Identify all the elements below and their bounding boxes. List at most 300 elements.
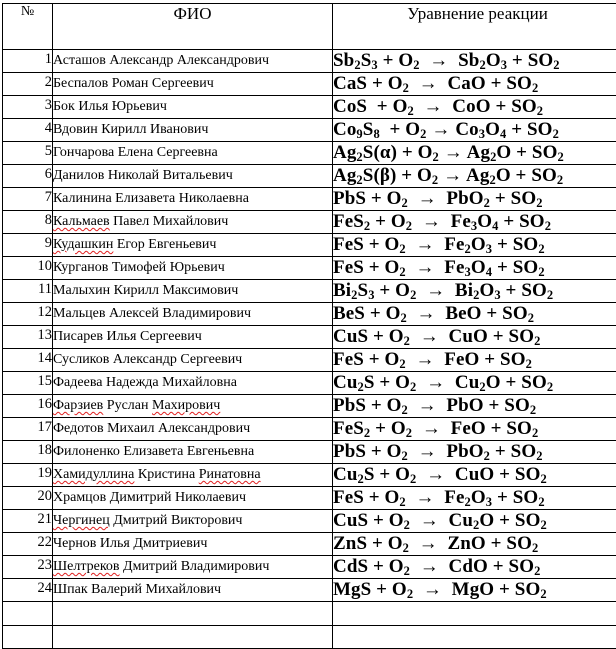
row-number: 17	[3, 418, 53, 441]
name-word: Александрович	[158, 421, 250, 436]
row-number: 4	[3, 119, 53, 142]
table-row	[3, 234, 616, 257]
formula-text: Sb	[333, 50, 354, 71]
student-name	[53, 510, 333, 533]
formula-text: PbS + O	[333, 441, 402, 462]
name-word: Николай	[108, 168, 159, 183]
formula-subscript: 2	[432, 173, 438, 187]
spellcheck-flagged-word: Махирович	[152, 398, 220, 413]
formula-subscript: 2	[407, 587, 413, 601]
formula-subscript: 2	[547, 288, 553, 302]
name-word: Писарев	[53, 329, 103, 344]
name-word: Дмитриевич	[133, 536, 207, 551]
formula-subscript: 2	[479, 380, 485, 394]
formula-subscript: 2	[399, 242, 405, 256]
student-name	[53, 280, 333, 303]
formula-text: + O	[378, 50, 414, 71]
name-word: Бок	[53, 99, 75, 114]
student-name	[53, 372, 333, 395]
spellcheck-flagged-word: Шелтреков	[53, 559, 120, 574]
formula-subscript: 4	[492, 219, 498, 233]
formula-subscript: 2	[532, 426, 538, 440]
name-word: Сергеевич	[140, 329, 202, 344]
formula-text: O + SO	[496, 165, 557, 186]
reaction-equation	[333, 96, 616, 119]
name-word: Владимирович	[162, 306, 251, 321]
formula-text: S	[361, 50, 372, 71]
formula-text: + O	[370, 211, 406, 232]
name-word: Юрьевич	[112, 99, 167, 114]
formula-subscript: 2	[489, 173, 495, 187]
reaction-equation	[333, 395, 616, 418]
spellcheck-flagged-word: Ринатовна	[199, 467, 261, 482]
formula-text: CdS + O	[333, 556, 404, 577]
formula-text: FeS + O	[333, 234, 399, 255]
name-word: Храмцов	[53, 490, 106, 505]
formula-text: + SO	[501, 280, 547, 301]
name-word: Беспалов	[53, 76, 108, 91]
student-name	[53, 211, 333, 234]
formula-subscript: 2	[364, 219, 370, 233]
name-word: Михайлович	[153, 214, 229, 229]
formula-text: → CdO + SO	[410, 556, 534, 577]
name-word: Илья	[78, 99, 108, 114]
name-word: Елизавета	[123, 444, 183, 459]
formula-text: Ag	[333, 165, 356, 186]
formula-text: + SO	[492, 234, 538, 255]
reaction-equation	[333, 441, 616, 464]
formula-text: Cu	[333, 464, 358, 485]
formula-subscript: 4	[500, 127, 506, 141]
formula-text: → Co	[427, 119, 479, 140]
row-number: 13	[3, 326, 53, 349]
reaction-equation	[333, 165, 616, 188]
formula-subscript: 2	[537, 104, 543, 118]
name-word: Гончарова	[53, 145, 114, 160]
table-row	[3, 510, 616, 533]
reaction-equation	[333, 510, 616, 533]
reaction-equation	[333, 257, 616, 280]
name-word: Чернов	[53, 536, 96, 551]
student-name	[53, 165, 333, 188]
student-name	[53, 533, 333, 556]
formula-subscript: 3	[371, 58, 377, 72]
formula-subscript: 2	[354, 58, 360, 72]
formula-subscript: 2	[484, 449, 490, 463]
table-row	[3, 50, 616, 73]
header-name: ФИО	[53, 4, 333, 50]
table-row	[3, 96, 616, 119]
formula-text: ZnS + O	[333, 533, 403, 554]
student-name	[53, 303, 333, 326]
formula-subscript: 2	[532, 81, 538, 95]
student-name	[53, 142, 333, 165]
formula-subscript: 2	[484, 196, 490, 210]
student-name	[53, 556, 333, 579]
formula-text: → CuO + SO	[416, 464, 540, 485]
empty-row	[3, 602, 616, 626]
reaction-equation	[333, 280, 616, 303]
reaction-equation	[333, 188, 616, 211]
formula-text: Bi	[333, 280, 351, 301]
empty-cell	[53, 602, 333, 626]
student-name	[53, 441, 333, 464]
formula-text: → PbO	[408, 188, 484, 209]
formula-subscript: 2	[536, 196, 542, 210]
table-row	[3, 395, 616, 418]
row-number: 23	[3, 556, 53, 579]
formula-text: → PbO	[408, 441, 484, 462]
formula-subscript: 2	[545, 219, 551, 233]
row-number: 21	[3, 510, 53, 533]
formula-text: → Ag	[439, 142, 490, 163]
name-word: Дмитрий	[113, 513, 167, 528]
row-number: 5	[3, 142, 53, 165]
formula-subscript: 2	[410, 472, 416, 486]
formula-text: → FeO + SO	[412, 418, 532, 439]
table-row	[3, 349, 616, 372]
formula-text: S(β) + O	[363, 165, 432, 186]
formula-subscript: 2	[402, 196, 408, 210]
row-number: 19	[3, 464, 53, 487]
formula-text: → Fe	[412, 211, 471, 232]
formula-subscript: 2	[540, 587, 546, 601]
name-word: Данилов	[53, 168, 104, 183]
formula-subscript: 2	[356, 150, 362, 164]
row-number: 3	[3, 96, 53, 119]
name-word: Кристина	[138, 467, 195, 482]
name-word: Павел	[113, 214, 149, 229]
spellcheck-flagged-word: Чергинец	[53, 513, 110, 528]
reaction-equation	[333, 349, 616, 372]
formula-text: O	[485, 119, 500, 140]
formula-text: PbS + O	[333, 188, 402, 209]
formula-subscript: 2	[404, 518, 410, 532]
table-row	[3, 73, 616, 96]
formula-subscript: 2	[406, 219, 412, 233]
name-word: Евгеньевна	[187, 444, 254, 459]
formula-subscript: 2	[557, 150, 563, 164]
name-word: Мальцев	[53, 306, 105, 321]
empty-row	[3, 625, 616, 649]
formula-text: + O	[375, 280, 411, 301]
table-row	[3, 257, 616, 280]
formula-subscript: 2	[465, 495, 471, 509]
name-word: Шпак	[53, 582, 88, 597]
table-row	[3, 464, 616, 487]
formula-text: + SO	[499, 211, 545, 232]
row-number: 16	[3, 395, 53, 418]
name-word: Дмитрий	[123, 559, 177, 574]
formula-subscript: 2	[402, 403, 408, 417]
row-number: 1	[3, 50, 53, 73]
empty-cell	[333, 625, 616, 649]
formula-subscript: 2	[538, 242, 544, 256]
formula-text: O	[471, 257, 486, 278]
name-word: Филоненко	[53, 444, 120, 459]
formula-text: + SO	[490, 441, 536, 462]
formula-subscript: 2	[526, 357, 532, 371]
name-word: Сусликов	[53, 352, 109, 367]
formula-subscript: 2	[413, 58, 419, 72]
formula-text: FeS	[333, 418, 364, 439]
formula-text: + SO	[506, 119, 552, 140]
formula-text: S	[358, 280, 369, 301]
formula-subscript: 9	[356, 127, 362, 141]
table-row	[3, 487, 616, 510]
reaction-equation	[333, 73, 616, 96]
formula-subscript: 2	[402, 449, 408, 463]
reaction-equation	[333, 326, 616, 349]
formula-text: → ZnO + SO	[409, 533, 532, 554]
table-row	[3, 142, 616, 165]
row-number: 9	[3, 234, 53, 257]
formula-subscript: 2	[420, 127, 426, 141]
reaction-equation	[333, 372, 616, 395]
row-number: 15	[3, 372, 53, 395]
formula-text: → Ag	[438, 165, 489, 186]
formula-subscript: 2	[399, 265, 405, 279]
student-name	[53, 487, 333, 510]
student-name	[53, 464, 333, 487]
row-number: 18	[3, 441, 53, 464]
formula-subscript: 2	[465, 242, 471, 256]
formula-text: CoS + O	[333, 96, 407, 117]
formula-text: → BeO + SO	[407, 303, 528, 324]
name-word: Елена	[118, 145, 153, 160]
formula-text: → CuO + SO	[410, 326, 534, 347]
formula-text: S + O	[364, 372, 410, 393]
name-word: Юрьевич	[170, 260, 225, 275]
formula-subscript: 2	[536, 449, 542, 463]
formula-text: → FeO + SO	[406, 349, 526, 370]
formula-text: O + SO	[479, 510, 540, 531]
name-word: Николаевич	[175, 490, 246, 505]
student-name	[53, 119, 333, 142]
name-word: Илья	[100, 536, 130, 551]
formula-subscript: 2	[358, 380, 364, 394]
name-word: Елизавета	[115, 191, 175, 206]
name-word: Кирилл	[114, 283, 159, 298]
formula-text: Ag	[333, 142, 356, 163]
formula-text: → Fe	[406, 257, 465, 278]
formula-subscript: 2	[534, 334, 540, 348]
formula-subscript: 2	[473, 288, 479, 302]
formula-subscript: 3	[486, 495, 492, 509]
empty-cell	[3, 602, 53, 626]
name-word: Сергеевич	[152, 76, 214, 91]
table-row	[3, 579, 616, 602]
formula-text: → Fe	[406, 234, 465, 255]
name-word: Михайлович	[146, 582, 222, 597]
table-row	[3, 441, 616, 464]
formula-text: PbS + O	[333, 395, 402, 416]
name-word: Малыхин	[53, 283, 110, 298]
name-word: Асташов	[53, 53, 106, 68]
name-word: Валерий	[91, 582, 142, 597]
name-word: Алексей	[109, 306, 159, 321]
formula-text: → Sb	[420, 50, 480, 71]
formula-subscript: 2	[399, 495, 405, 509]
formula-text: O	[479, 280, 494, 301]
formula-subscript: 2	[410, 380, 416, 394]
formula-text: Co	[333, 119, 356, 140]
table-row	[3, 533, 616, 556]
formula-text: O + SO	[486, 372, 547, 393]
table-body	[3, 50, 616, 649]
formula-text: → Cu	[410, 510, 473, 531]
formula-text: → MgO + SO	[413, 579, 540, 600]
table-row	[3, 165, 616, 188]
formula-subscript: 2	[553, 127, 559, 141]
empty-cell	[333, 602, 616, 626]
spellcheck-flagged-word: Кудашкин	[53, 237, 113, 252]
row-number: 22	[3, 533, 53, 556]
name-word: Михайловна	[162, 375, 237, 390]
reaction-equation	[333, 556, 616, 579]
student-name	[53, 395, 333, 418]
formula-subscript: 2	[400, 311, 406, 325]
table-row	[3, 556, 616, 579]
formula-text: BeS + O	[333, 303, 400, 324]
formula-subscript: 3	[494, 288, 500, 302]
student-name	[53, 96, 333, 119]
reaction-equation	[333, 234, 616, 257]
reaction-equation	[333, 533, 616, 556]
student-name	[53, 234, 333, 257]
formula-text: → Fe	[406, 487, 465, 508]
header-equation: Уравнение реакции	[333, 4, 616, 50]
name-word: Максимович	[162, 283, 238, 298]
reaction-equation	[333, 303, 616, 326]
formula-text: S(α) + O	[363, 142, 433, 163]
name-word: Витальевич	[163, 168, 233, 183]
name-word: Александр	[113, 352, 177, 367]
name-word: Тимофей	[112, 260, 166, 275]
formula-subscript: 3	[486, 242, 492, 256]
formula-subscript: 2	[547, 380, 553, 394]
student-name	[53, 257, 333, 280]
row-number: 6	[3, 165, 53, 188]
formula-subscript: 3	[501, 58, 507, 72]
empty-cell	[53, 625, 333, 649]
formula-subscript: 2	[351, 288, 357, 302]
formula-subscript: 2	[356, 173, 362, 187]
formula-subscript: 2	[553, 58, 559, 72]
reaction-equation	[333, 487, 616, 510]
spellcheck-flagged-word: Кальмаев	[53, 214, 110, 229]
formula-subscript: 2	[364, 426, 370, 440]
formula-subscript: 3	[479, 127, 485, 141]
formula-text: CuS + O	[333, 510, 404, 531]
formula-subscript: 2	[407, 104, 413, 118]
reaction-equation	[333, 142, 616, 165]
formula-subscript: 2	[528, 311, 534, 325]
table-row	[3, 188, 616, 211]
row-number: 12	[3, 303, 53, 326]
name-word: Александр	[109, 53, 173, 68]
table-row	[3, 326, 616, 349]
formula-subscript: 2	[538, 495, 544, 509]
name-word: Владимирович	[181, 559, 270, 574]
row-number: 7	[3, 188, 53, 211]
table-row	[3, 303, 616, 326]
name-word: Надежда	[106, 375, 159, 390]
student-name	[53, 418, 333, 441]
name-word: Николаевна	[179, 191, 249, 206]
row-number: 10	[3, 257, 53, 280]
name-word: Руслан	[107, 398, 149, 413]
row-number: 24	[3, 579, 53, 602]
reaction-equation	[333, 50, 616, 73]
formula-subscript: 2	[403, 541, 409, 555]
formula-subscript: 3	[368, 288, 374, 302]
formula-text: → CaO + SO	[409, 73, 532, 94]
formula-subscript: 2	[538, 265, 544, 279]
formula-text: CuS + O	[333, 326, 404, 347]
reaction-equation	[333, 119, 616, 142]
formula-text: → Cu	[416, 372, 479, 393]
formula-text: + SO	[507, 50, 553, 71]
name-word: Викторович	[171, 513, 243, 528]
formula-text: → CoO + SO	[414, 96, 537, 117]
name-word: Сергеевич	[180, 352, 242, 367]
table-row	[3, 280, 616, 303]
formula-text: + O	[380, 119, 420, 140]
name-word: Михаил	[107, 421, 154, 436]
formula-subscript: 2	[532, 541, 538, 555]
name-word: Александрович	[177, 53, 269, 68]
row-number: 11	[3, 280, 53, 303]
formula-subscript: 2	[404, 334, 410, 348]
formula-subscript: 8	[373, 127, 379, 141]
formula-text: O	[477, 211, 492, 232]
spellcheck-flagged-word: Фарзиев	[53, 398, 103, 413]
formula-text: O	[471, 487, 486, 508]
formula-subscript: 2	[479, 58, 485, 72]
formula-subscript: 2	[404, 564, 410, 578]
name-word: Фадеева	[53, 375, 102, 390]
row-number: 2	[3, 73, 53, 96]
table-row	[3, 372, 616, 395]
formula-subscript: 2	[473, 518, 479, 532]
table-row	[3, 418, 616, 441]
formula-subscript: 2	[433, 150, 439, 164]
formula-subscript: 2	[540, 518, 546, 532]
formula-subscript: 4	[486, 265, 492, 279]
reaction-equation	[333, 579, 616, 602]
name-word: Роман	[112, 76, 149, 91]
formula-subscript: 2	[490, 150, 496, 164]
formula-text: FeS + O	[333, 349, 399, 370]
header-row	[3, 4, 616, 50]
formula-text: + O	[370, 418, 406, 439]
formula-subscript: 2	[410, 288, 416, 302]
student-name	[53, 349, 333, 372]
formula-subscript: 2	[358, 472, 364, 486]
name-word: Димитрий	[110, 490, 172, 505]
formula-subscript: 2	[540, 472, 546, 486]
formula-text: CaS + O	[333, 73, 403, 94]
reactions-table	[2, 3, 616, 649]
formula-text: + SO	[490, 188, 536, 209]
formula-text: + SO	[492, 487, 538, 508]
name-word: Вдовин	[53, 122, 98, 137]
name-word: Кирилл	[101, 122, 146, 137]
student-name	[53, 579, 333, 602]
formula-text: O + SO	[496, 142, 557, 163]
name-word: Иванович	[150, 122, 208, 137]
